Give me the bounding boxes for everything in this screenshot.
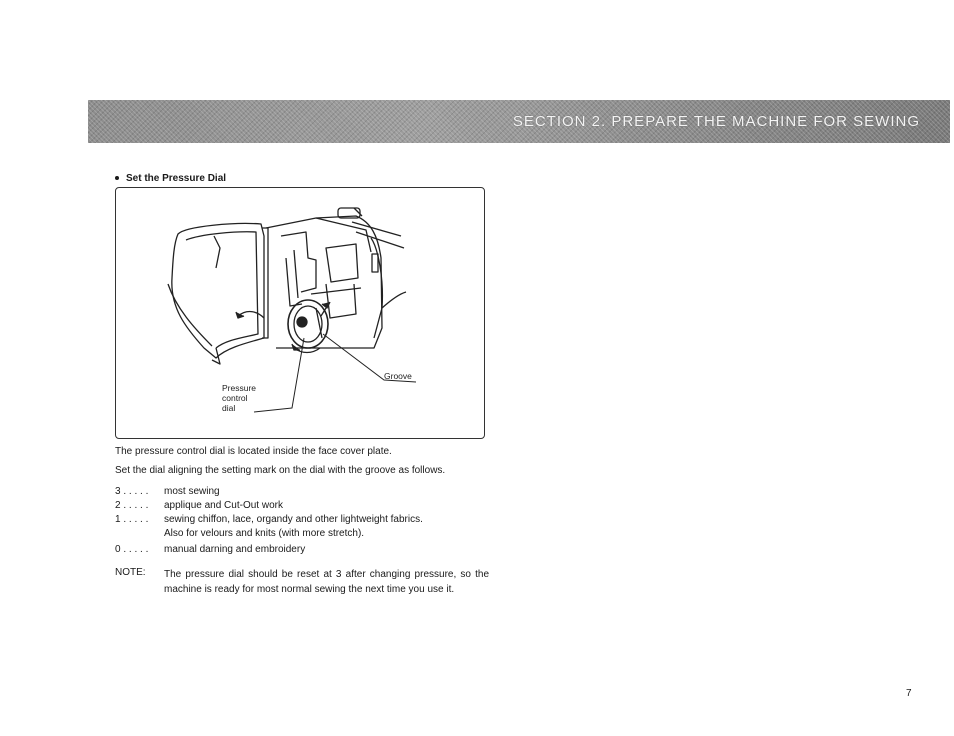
instruction-paragraph: Set the dial aligning the setting mark on the dial with the groove as follows. — [115, 465, 446, 476]
setting-row-3 — [115, 486, 220, 497]
section-title: SECTION 2. PREPARE THE MACHINE FOR SEWING — [512, 113, 920, 130]
control-label-line: control — [222, 393, 248, 403]
setting-description: most sewing — [164, 486, 220, 497]
sewing-machine-face-drawing — [116, 188, 486, 440]
section-banner — [88, 100, 950, 143]
location-paragraph: The pressure control dial is located inside the face cover plate. — [115, 446, 392, 457]
setting-description: manual darning and embroidery — [164, 544, 306, 555]
setting-description: sewing chiffon, lace, organdy and other lightweight fabrics. — [164, 514, 423, 525]
note-label: NOTE: — [115, 567, 146, 578]
note-text: The pressure dial should be reset at 3 after changing pressure, so the machine is ready for most normal sewing the next time you use it. — [164, 569, 489, 595]
setting-description: applique and Cut-Out work — [164, 500, 283, 511]
dial-label-line: dial — [222, 403, 236, 413]
pressure-label-line: Pressure — [222, 383, 257, 393]
setting-value: 3 . . . . . — [115, 486, 149, 497]
bullet-icon — [115, 176, 119, 180]
setting-row-1 — [115, 514, 423, 525]
heading-text: Set the Pressure Dial — [126, 173, 227, 184]
setting-value: 0 . . . . . — [115, 544, 149, 555]
pressure-dial-label — [222, 383, 256, 413]
setting-value: 2 . . . . . — [115, 500, 149, 511]
section-heading — [115, 173, 226, 184]
page-number: 7 — [906, 688, 912, 699]
pressure-dial-illustration — [115, 187, 485, 439]
setting-row-0 — [115, 544, 305, 555]
setting-value: 1 . . . . . — [115, 514, 149, 525]
setting-row-1-continued — [115, 528, 364, 539]
groove-label: Groove — [384, 371, 412, 381]
setting-description: Also for velours and knits (with more stretch). — [164, 528, 365, 539]
setting-row-2 — [115, 500, 283, 511]
